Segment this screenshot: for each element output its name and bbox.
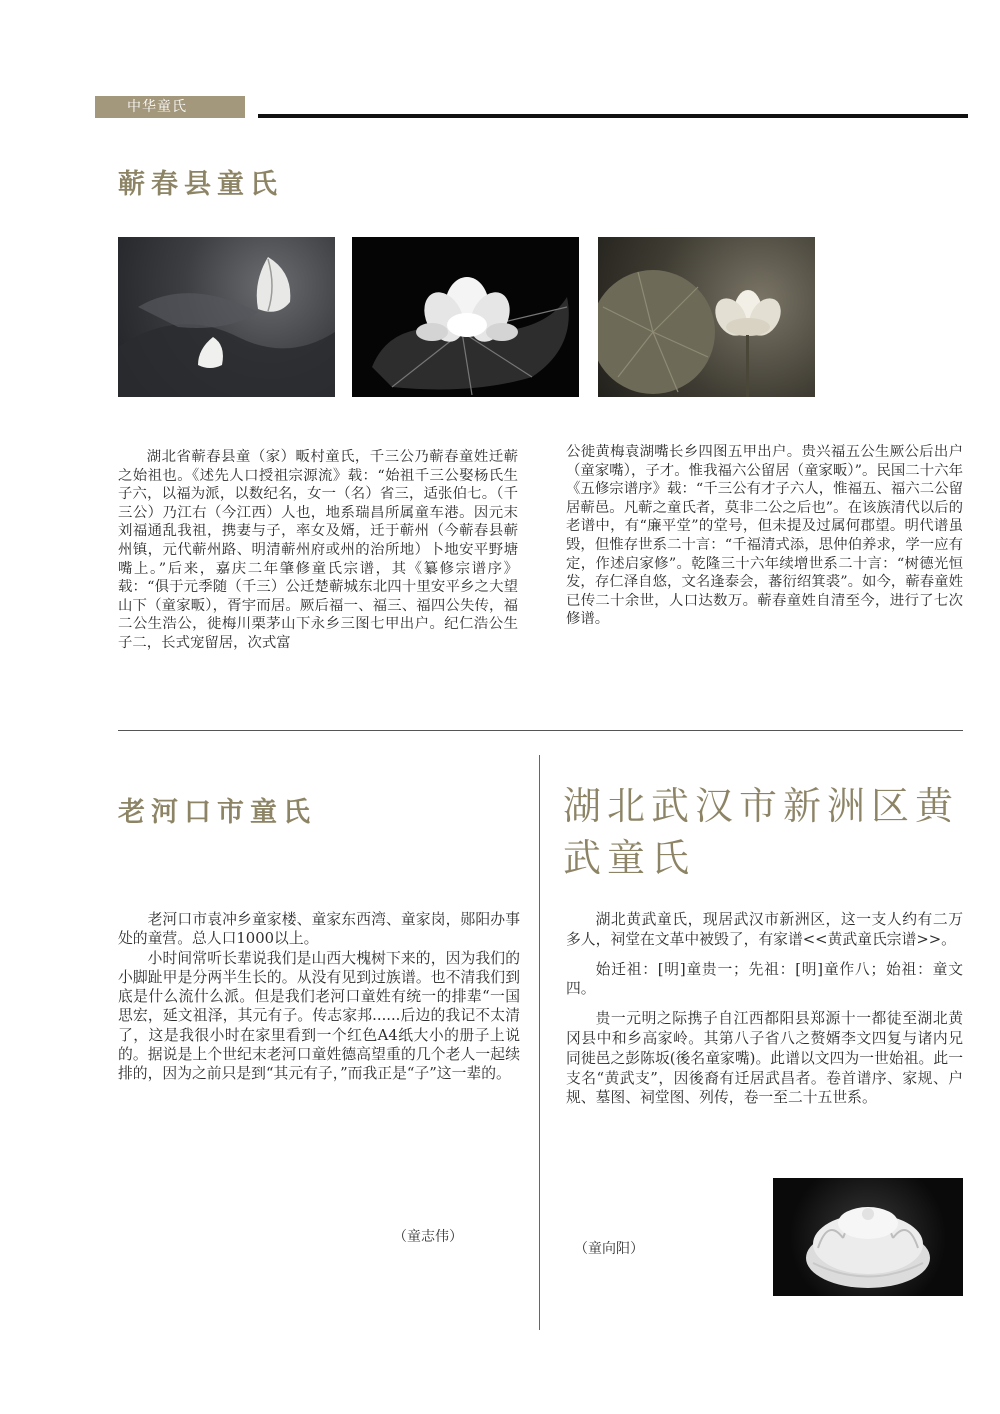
huangwu-paragraph-2: 始迁祖：[明]童贵一；先祖：[明]童作八；始祖：童文四。 — [566, 960, 963, 998]
lotus-leaf-photo — [598, 237, 815, 397]
qichun-paragraph: 湖北省蕲春县童（家）畈村童氏，千三公乃蕲春童姓迁蕲之始祖也。《述先人口授祖宗源流》载：“始祖千三公娶杨氏生子六，以福为派，以数纪名，女一（名）省三，适张伯七。（千三公）乃江右（今江西）人也，地系瑞昌所属童车港。因元末刘福通乱我祖，携妻与子，率女及婿，迁于蕲州（今蕲春县蕲州镇，元代蕲州路、明清蕲州府或州的治所地）卜地安平野塘嘴上。”后来，嘉庆二年肇修童氏宗谱，其《纂修宗谱序》载：“俱于元季随（千三）公迁楚蕲城东北四十里安平乡之大望山下（童家畈），胥宇而居。厥后福一、福三、福四公失传，福二公生浩公，徙梅川栗茅山下永乡三图七甲出户。纪仁浩公生子二，长式宠留居，次式富 — [118, 449, 518, 651]
huangwu-paragraph-3: 贵一元明之际携子自江西都阳县郑源十一都徒至湖北黄冈县中和乡高家岭。其第八子省八之赘婿李文四复与诸内兄同徙邑之彭陈坂(後名童家嘴)。此谱以文四为一世始祖。此一支名“黄武支”，因後裔有迁居武昌者。卷首谱序、家规、户规、墓图、祠堂图、列传，卷一至二十五世系。 — [566, 1010, 963, 1107]
laohekou-paragraph-2: 小时间常听长辈说我们是山西大槐树下来的，因为我们的小脚趾甲是分两半生长的。从没有见到过族谱。也不清我们到底是什么流什么派。但是我们老河口童姓有统一的排辈“一国思宏，延文祖泽，其元有子。传志家邦......后边的我记不太清了，这是我很小时在家里看到一个红色A4纸大小的册子上说的。据说是上个世纪末老河口童姓德高望重的几个老人一起续排的，因为之前只是到“其元有子，”而我正是“子”这一辈的。 — [118, 949, 520, 1083]
column-divider — [539, 755, 540, 1330]
qichun-text-column-left — [118, 448, 518, 653]
author-signature: （童志伟） — [393, 1229, 463, 1245]
huangwu-paragraph-1: 湖北黄武童氏，现居武汉市新洲区，这一支人约有二万多人，祠堂在文革中被毁了，有家谱<<黄武童氏宗谱>>。 — [566, 911, 963, 948]
section-divider — [118, 730, 963, 731]
section-title-laohekou: 老河口市童氏 — [118, 797, 316, 828]
section-title-qichun: 蕲春县童氏 — [118, 169, 283, 200]
porcelain-lotus-photo — [773, 1178, 963, 1296]
qichun-paragraph-continued: 公徙黄梅袁湖嘴长乡四图五甲出户。贵兴福五公生厥公后出户（童家嘴），子才。惟我福六公留居（童家畈）”。民国二十六年《五修宗谱序》载：“千三公有才子六人，惟福五、福六二公留居蕲邑。凡蕲之童氏者，莫非二公之后也”。在该族清代以后的老谱中，有“廉平堂”的堂号，但未提及过属何郡望。明代谱虽毁，但惟存世系二十言：“千福清式添，思仲伯养求，学一应有定，作述启家修”。乾隆三十六年续增世系二十言：“树德光恒发，存仁泽自悠，文名逢泰会，蕃衍绍箕裘”。如今，蕲春童姓已传二十余世，人口达数万。蕲春童姓自清至今，进行了七次修谱。 — [566, 444, 963, 628]
huangwu-text — [566, 910, 963, 1118]
lotus-flower-photo — [352, 237, 579, 397]
author-signature: （童向阳） — [574, 1241, 644, 1257]
laohekou-text — [118, 910, 520, 1084]
header-rule — [258, 114, 968, 118]
section-tab: 中华童氏 — [95, 96, 245, 118]
lotus-bud-photo — [118, 237, 335, 397]
laohekou-paragraph-1: 老河口市袁冲乡童家楼、童家东西湾、童家岗，郧阳办事处的童营。总人口1000以上。 — [118, 911, 520, 948]
qichun-text-column-right — [566, 443, 963, 629]
section-title-huangwu: 湖北武汉市新洲区黄武童氏 — [563, 784, 960, 880]
